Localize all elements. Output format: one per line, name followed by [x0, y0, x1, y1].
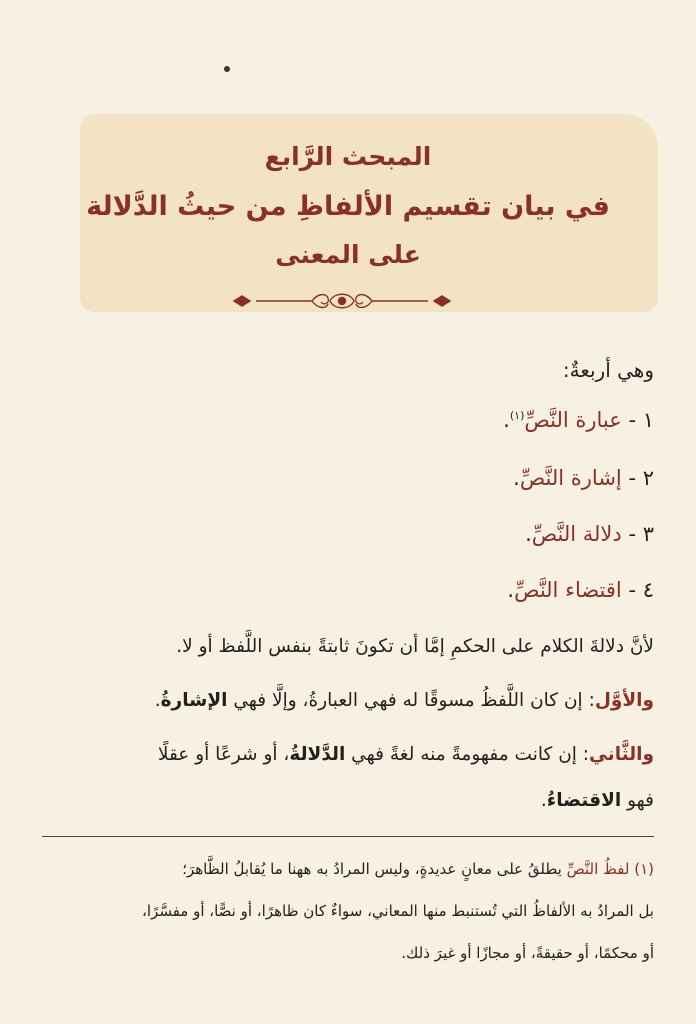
paragraph-text: فهو: [621, 790, 654, 811]
item-number: ١: [642, 408, 654, 432]
item-text: إشارة النَّصِّ: [519, 466, 622, 490]
item-dash: -: [621, 408, 637, 432]
item-end: .: [513, 466, 520, 490]
footnote-line-1: [182, 860, 654, 878]
section-title-line-2: في بيان تقسيم الألفاظِ من حيثُ الدَّلالة: [86, 191, 610, 222]
item-dash: -: [621, 466, 637, 490]
paragraph-term: الإشارةُ: [160, 690, 228, 711]
footnote-line-2: بل المرادُ به الألفاظُ التي تُستنبط منها المعاني، سواءٌ كان ظاهرًا، أو نصًّا، أو مفسَّرًا،: [142, 902, 654, 920]
item-dash: -: [621, 578, 637, 602]
footnote-ref[interactable]: (١): [509, 409, 525, 422]
list-item: [513, 466, 654, 490]
ornament-divider-icon: [226, 286, 458, 316]
paragraph-text: : إن كانت مفهومةً منه لغةً فهي: [345, 744, 590, 765]
footnote-divider: [42, 836, 654, 837]
paragraph-reason: لأنَّ دلالةَ الكلام على الحكمِ إمَّا أن تكونَ ثابتةً بنفس اللَّفظ أو لا.: [176, 636, 654, 657]
paragraph-text: : إن كان اللَّفظُ مسوقًا له فهي العبارةُ، وإلَّا فهي: [227, 690, 595, 711]
item-number: ٤: [642, 578, 654, 602]
paragraph-first: [155, 690, 654, 711]
list-item: [503, 408, 654, 432]
item-dash: -: [621, 522, 637, 546]
paragraph-end: .: [540, 790, 547, 811]
page-marker-dot: [224, 66, 230, 72]
paragraph-label: والأوَّل: [594, 690, 654, 711]
item-end: .: [503, 408, 510, 432]
paragraph-end: .: [154, 690, 161, 711]
paragraph-second-continued: [541, 790, 654, 811]
footnote-label: لفظُ النَّصِّ: [566, 860, 630, 878]
footnote-line-3: أو محكمًا، أو حقيقةً، أو مجازًا أو غيرَ ذلك.: [401, 944, 654, 962]
item-text: اقتضاء النَّصِّ: [514, 578, 622, 602]
item-text: دلالة النَّصِّ: [531, 522, 622, 546]
list-item: [507, 578, 654, 602]
paragraph-term: الدَّلالةُ: [289, 744, 346, 765]
paragraph-label: والثَّاني: [589, 744, 654, 765]
list-item: [525, 522, 654, 546]
paragraph-term: الاقتضاءُ: [546, 790, 622, 811]
item-number: ٢: [642, 466, 654, 490]
item-number: ٣: [642, 522, 654, 546]
item-text: عبارة النَّصِّ: [524, 408, 622, 432]
section-title-line-1: المبحث الرَّابع: [264, 142, 432, 171]
footnote-text: يطلقُ على معانٍ عديدةٍ، وليس المرادُ به ههنا ما يُقابلُ الظَّاهرَ؛: [182, 860, 567, 878]
item-end: .: [525, 522, 532, 546]
paragraph-second: [158, 744, 654, 765]
section-title-line-3: على المعنى: [275, 240, 421, 269]
item-end: .: [507, 578, 515, 602]
list-intro: وهي أربعةٌ:: [562, 358, 654, 382]
paragraph-end: ، أو شرعًا أو عقلًا: [157, 744, 290, 765]
footnote-marker: (١): [634, 860, 654, 878]
